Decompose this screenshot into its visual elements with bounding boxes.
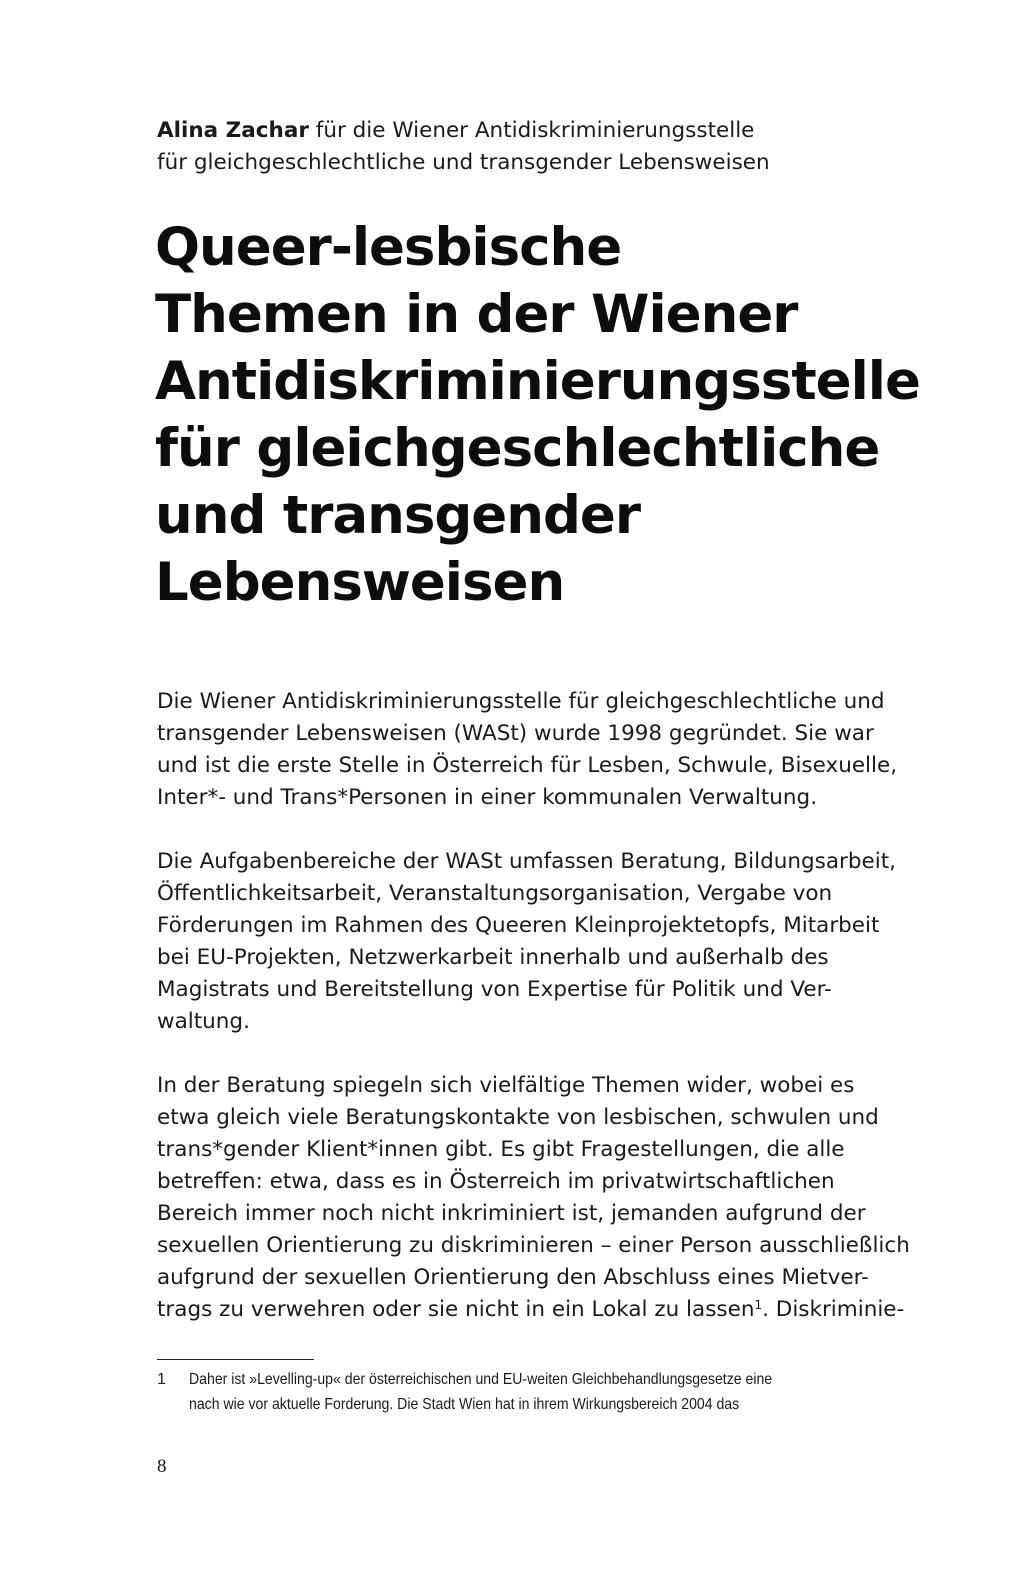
body-line: transgender Lebensweisen (WASt) wurde 1998 gegründet. Sie war <box>157 721 874 746</box>
body-line: Öffentlichkeitsarbeit, Veranstaltungsorganisation, Vergabe von <box>157 881 833 906</box>
article-body <box>157 686 917 1358</box>
body-line: bei EU-Projekten, Netzwerkarbeit innerhalb und außerhalb des <box>157 945 829 970</box>
byline <box>157 115 917 179</box>
body-line: Die Aufgabenbereiche der WASt umfassen Beratung, Bildungsarbeit, <box>157 849 896 874</box>
footnote-reference[interactable]: 1 <box>754 1298 763 1312</box>
footnote-number: 1 <box>157 1371 166 1388</box>
body-line: etwa gleich viele Beratungskontakte von lesbischen, schwulen und <box>157 1105 879 1130</box>
title-line: Themen in der Wiener <box>155 284 798 345</box>
body-line: sexuellen Orientierung zu diskriminieren – einer Person ausschließlich <box>157 1233 910 1258</box>
byline-line-1 <box>157 115 917 147</box>
title-line: Queer-lesbische <box>155 217 622 278</box>
body-line: Magistrats und Bereitstellung von Expertise für Politik und Ver- <box>157 977 832 1002</box>
body-line: Inter*- und Trans*Personen in einer kommunalen Verwaltung. <box>157 785 818 810</box>
body-line: betreffen: etwa, dass es in Österreich im privatwirtschaftlichen <box>157 1169 835 1194</box>
body-line-text: trags zu verwehren oder sie nicht in ein Lokal zu lassen <box>157 1297 755 1322</box>
body-line: In der Beratung spiegeln sich vielfältige Themen wider, wobei es <box>157 1073 855 1098</box>
title-line: für gleichgeschlechtliche <box>155 418 880 479</box>
body-line: Die Wiener Antidiskriminierungsstelle für gleichgeschlechtliche und <box>157 689 885 714</box>
body-paragraph <box>157 686 917 814</box>
body-paragraph <box>157 1070 917 1326</box>
footnote-line: Daher ist »Levelling-up« der österreichischen und EU-weiten Gleichbehandlungsgesetze eine <box>189 1371 773 1388</box>
body-line: Bereich immer noch nicht inkriminiert ist, jemanden aufgrund der <box>157 1201 866 1226</box>
footnote-line: nach wie vor aktuelle Forderung. Die Stadt Wien hat in ihrem Wirkungsbereich 2004 das <box>189 1396 740 1413</box>
body-paragraph <box>157 846 917 1038</box>
body-line-with-footnote-ref <box>157 1294 917 1326</box>
page-number: 8 <box>157 1456 167 1477</box>
footnote-text <box>189 1367 889 1417</box>
author-name: Alina Zachar <box>157 118 309 143</box>
author-affiliation-part-2: für gleichgeschlechtliche und transgender Lebensweisen <box>157 150 770 175</box>
body-line: trans*gender Klient*innen gibt. Es gibt Fragestellungen, die alle <box>157 1137 845 1162</box>
body-line: aufgrund der sexuellen Orientierung den Abschluss eines Mietver- <box>157 1265 869 1290</box>
body-line-text: . Diskriminie- <box>762 1297 905 1322</box>
title-line: Lebensweisen <box>155 552 565 613</box>
body-line: und ist die erste Stelle in Österreich für Lesben, Schwule, Bisexuelle, <box>157 753 898 778</box>
article-title <box>155 214 955 616</box>
title-line: und transgender <box>155 485 641 546</box>
body-line: Förderungen im Rahmen des Queeren Kleinprojektetopfs, Mitarbeit <box>157 913 880 938</box>
footnote-divider <box>157 1359 314 1360</box>
author-affiliation-part-1: für die Wiener Antidiskriminierungsstelle <box>308 118 755 143</box>
title-line: Antidiskriminierungsstelle <box>155 351 920 412</box>
body-line: waltung. <box>157 1009 250 1034</box>
